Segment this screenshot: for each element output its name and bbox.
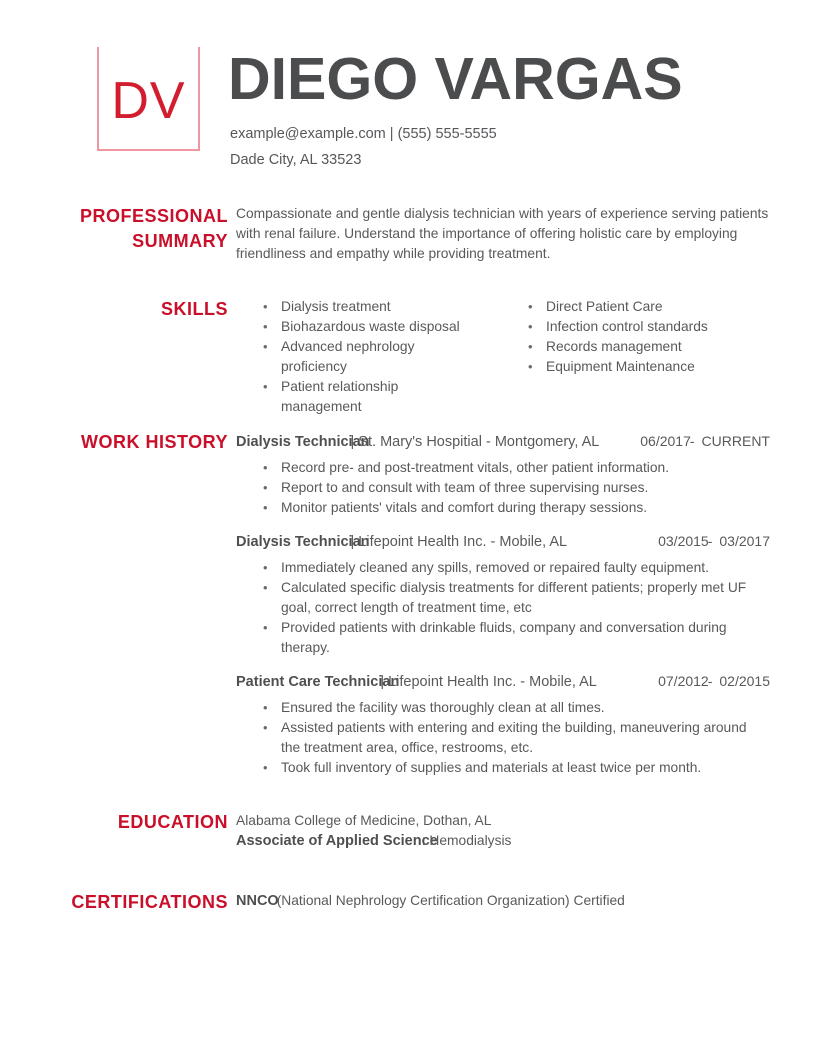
job-bullet-list: [236, 458, 768, 518]
job-title: Dialysis Technician: [236, 434, 370, 450]
job-company-location: | St. Mary's Hospitial - Montgomery, AL: [350, 434, 600, 450]
monogram-initials: DV: [111, 72, 186, 130]
summary-text: Compassionate and gentle dialysis technician with years of experience serving patients with renal failure. Understand the importance of offering holistic care by employing friendliness and empathy while providing treatment.: [236, 206, 769, 261]
bullet-icon: •: [263, 500, 268, 515]
date-separator: -: [707, 673, 713, 689]
job-title: Patient Care Technician: [236, 674, 400, 690]
skill-item: [236, 337, 446, 377]
section-heading-skills: SKILLS: [160, 299, 228, 319]
job-dates: [658, 671, 770, 691]
job-bullet: [236, 578, 768, 618]
job-bullet: [236, 618, 768, 658]
bullet-icon: •: [263, 700, 268, 715]
job-header: [236, 431, 770, 452]
bullet-icon: •: [263, 319, 268, 334]
job-bullet-text: Ensured the facility was thoroughly clean at all times.: [281, 700, 605, 715]
job-date-end: 03/2017: [719, 533, 770, 549]
job-dates: [658, 531, 770, 551]
job-company-location: | Lifepoint Health Inc. - Mobile, AL: [350, 534, 568, 550]
heading-line-2: SUMMARY: [132, 231, 228, 251]
job-title-company: [236, 432, 599, 452]
section-heading-certifications: CERTIFICATIONS: [71, 892, 228, 912]
bullet-icon: •: [528, 339, 533, 354]
bullet-icon: •: [263, 760, 268, 775]
job-date-start: 07/2012: [658, 673, 709, 689]
job-bullet-text: Immediately cleaned any spills, removed or repaired faulty equipment.: [281, 560, 709, 575]
job-bullet-text: Took full inventory of supplies and materials at least twice per month.: [281, 760, 702, 775]
skill-label: Patient relationship management: [281, 379, 399, 414]
monogram-box: [97, 47, 200, 151]
skill-item: [501, 297, 761, 317]
certification-text: (National Nephrology Certification Organization) Certified: [276, 893, 625, 908]
education-school: Alabama College of Medicine, Dothan, AL: [236, 813, 492, 828]
contact-line-email-phone: example@example.com | (555) 555-5555: [230, 126, 497, 142]
certification-entry: [236, 891, 776, 911]
bullet-icon: •: [528, 319, 533, 334]
job-bullet: [236, 478, 768, 498]
job-title-company: [236, 532, 567, 552]
job-date-end: CURRENT: [701, 433, 770, 449]
job-bullet: [236, 718, 768, 758]
job-bullet-text: Report to and consult with team of three supervising nurses.: [281, 480, 649, 495]
job-bullet-text: Record pre- and post-treatment vitals, other patient information.: [281, 460, 670, 475]
job-bullet-list: [236, 558, 768, 658]
education-degree-detail: : Hemodialysis: [421, 833, 512, 848]
job-dates: [640, 431, 770, 451]
skill-item: [501, 337, 761, 357]
education-degree: Associate of Applied Science: [236, 833, 438, 849]
job-bullet-list: [236, 698, 768, 778]
skill-item: [501, 317, 761, 337]
skill-item: [236, 297, 476, 317]
skills-column-1: [236, 297, 476, 417]
skill-label: Direct Patient Care: [546, 299, 663, 314]
skill-label: Advanced nephrology proficiency: [281, 339, 415, 374]
heading-line-1: PROFESSIONAL: [79, 206, 228, 226]
job-title-company: [236, 672, 597, 692]
skill-item: [501, 357, 761, 377]
skill-label: Biohazardous waste disposal: [281, 319, 460, 334]
job-entry-2: [236, 531, 770, 658]
skill-item: [236, 377, 476, 417]
section-heading-professional-summary: [0, 204, 228, 254]
bullet-icon: •: [528, 359, 533, 374]
date-separator: -: [689, 433, 695, 449]
bullet-icon: •: [263, 720, 268, 735]
skill-label: Equipment Maintenance: [546, 359, 695, 374]
bullet-icon: •: [263, 480, 268, 495]
job-header: [236, 531, 770, 552]
certification-acronym: NNCO: [236, 893, 279, 909]
bullet-icon: •: [263, 339, 268, 354]
date-separator: -: [707, 533, 713, 549]
contact-line-address: Dade City, AL 33523: [230, 152, 362, 168]
section-heading-education: EDUCATION: [117, 812, 228, 832]
skill-label: Infection control standards: [546, 319, 708, 334]
education-degree-line: [236, 831, 776, 851]
job-bullet: [236, 698, 768, 718]
bullet-icon: •: [263, 580, 268, 595]
job-bullet-text: Provided patients with drinkable fluids, company and conversation during therapy.: [281, 620, 727, 655]
job-bullet-text: Monitor patients' vitals and comfort during therapy sessions.: [281, 500, 648, 515]
bullet-icon: •: [263, 560, 268, 575]
skills-column-2: [501, 297, 761, 377]
job-title: Dialysis Technician: [236, 534, 370, 550]
job-bullet: [236, 458, 768, 478]
skill-label: Records management: [546, 339, 682, 354]
bullet-icon: •: [528, 299, 533, 314]
job-bullet: [236, 558, 768, 578]
job-entry-1: [236, 431, 770, 518]
section-heading-work-history: WORK HISTORY: [80, 432, 228, 452]
skill-label: Dialysis treatment: [281, 299, 391, 314]
job-bullet: [236, 498, 768, 518]
job-bullet-text: Assisted patients with entering and exiting the building, maneuvering around the treatment area, office, restrooms, etc.: [281, 720, 747, 755]
bullet-icon: •: [263, 379, 268, 394]
bullet-icon: •: [263, 460, 268, 475]
job-header: [236, 671, 770, 692]
job-date-start: 06/2017: [640, 433, 691, 449]
job-company-location: | Lifepoint Health Inc. - Mobile, AL: [380, 674, 597, 690]
job-bullet: [236, 758, 768, 778]
bullet-icon: •: [263, 620, 268, 635]
job-date-end: 02/2015: [719, 673, 770, 689]
education-entry: [236, 811, 776, 851]
job-entry-3: [236, 671, 770, 778]
job-bullet-text: Calculated specific dialysis treatments for different patients; properly met UF goal, correct length of treatment time, etc: [281, 580, 747, 615]
job-date-start: 03/2015: [658, 533, 709, 549]
skill-item: [236, 317, 476, 337]
bullet-icon: •: [263, 299, 268, 314]
candidate-name: DIEGO VARGAS: [228, 46, 683, 112]
